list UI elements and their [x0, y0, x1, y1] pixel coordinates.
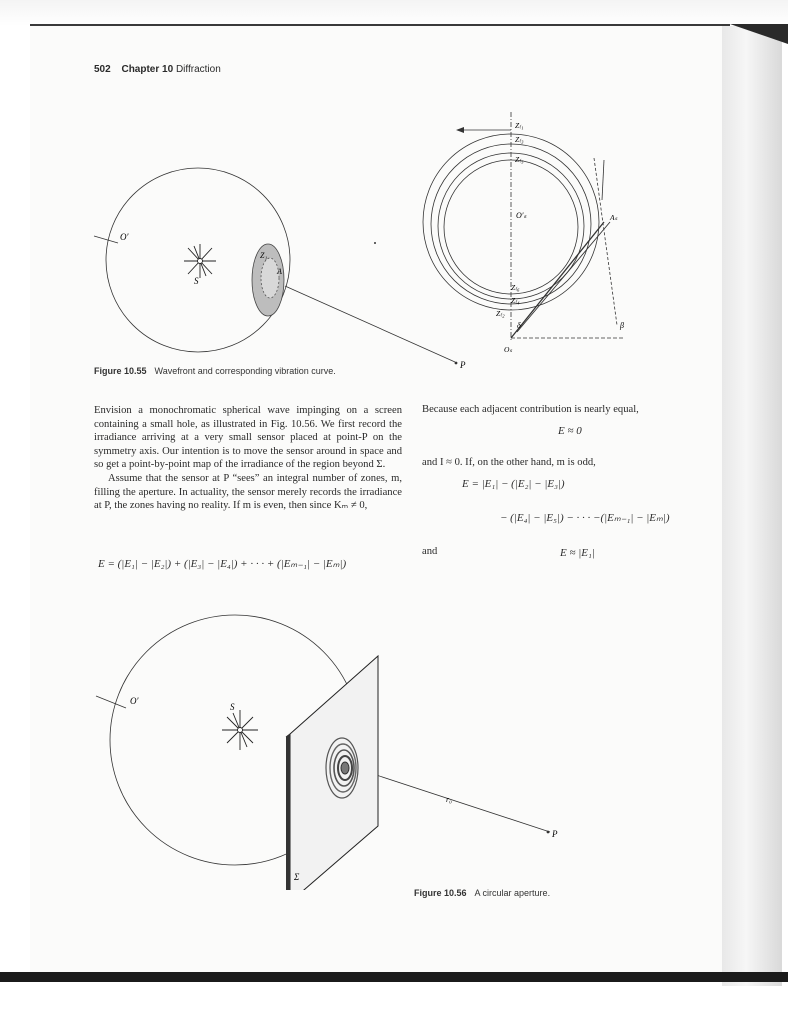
axis-left-56 — [96, 696, 126, 708]
label-as: Aₛ — [610, 213, 618, 222]
chapter-label: Chapter 10 — [121, 64, 174, 75]
label-o-prime-56: O′ — [130, 696, 139, 706]
top-edge-line — [30, 24, 730, 26]
label-zs4: Z₍₄ — [511, 296, 520, 305]
label-zs2: Z₍₂ — [496, 309, 505, 318]
figure-10-56 — [90, 600, 590, 890]
label-zs6: Z₍₆ — [511, 283, 520, 292]
label-zs1: Z₍₁ — [515, 121, 524, 130]
label-zs3: Z₍₃ — [515, 135, 524, 144]
left-column-text — [94, 404, 402, 513]
label-delta: δ — [517, 321, 521, 330]
figure-10-55 — [90, 100, 730, 370]
equation-odd-1: E = |E₁| − (|E₂| − |E₃|) — [462, 478, 565, 490]
label-sigma: Σ — [294, 872, 300, 882]
caption-text: A circular aperture. — [474, 888, 551, 898]
scan-top-margin — [0, 0, 788, 26]
label-p: P — [460, 360, 466, 370]
running-header — [94, 64, 221, 75]
book-spine-shadow — [722, 26, 782, 986]
label-beta: β — [620, 321, 624, 330]
label-os: Oₛ — [504, 345, 513, 354]
bottom-scan-edge — [0, 972, 788, 982]
point-p-56 — [547, 831, 550, 834]
resultant-phasor — [511, 222, 604, 338]
axis-ray-56 — [355, 768, 550, 832]
label-s-56: S — [230, 702, 235, 712]
label-p-56: P — [552, 829, 558, 839]
right-line-1: Because each adjacent contribution is nearly equal, — [422, 404, 639, 415]
label-s: S — [194, 276, 199, 286]
figure-label: Figure 10.56 — [414, 888, 467, 898]
paragraph-2: Assume that the sensor at P “sees” an integral number of zones, m, filling the aperture. In actuality, the sensor merely records the irradiance at P, the zones having no reality. If m is even, then since Kₘ ≠ 0, — [94, 472, 402, 512]
figure-label: Figure 10.55 — [94, 366, 147, 376]
equation-final: E ≈ |E₁| — [560, 547, 595, 559]
label-o-prime: O′ — [120, 232, 129, 242]
point-source-star — [184, 244, 216, 278]
equation-odd-2: − (|E₄| − |E₅|) − · · · −(|Eₘ₋₁| − |Eₘ|) — [500, 512, 670, 524]
right-line-2: and I ≈ 0. If, on the other hand, m is odd, — [422, 457, 596, 468]
equation-even: E = (|E₁| − |E₂|) + (|E₃| − |E₄|) + · · · + (|Eₘ₋₁| − |Eₘ|) — [98, 558, 347, 570]
label-os-prime: O′ₛ — [516, 211, 527, 220]
axis-ray — [285, 286, 455, 362]
tangent-line — [594, 158, 617, 325]
page-number: 502 — [94, 64, 111, 75]
paragraph-1: Envision a monochromatic spherical wave impinging on a screen containing a small hole, as illustrated in Fig. 10.56. We first record the irradiance arriving at a very small sensor placed at point-P on the symmetry axis. Our intention is to move the sensor around in space and so get a point-by-point map of the irradiance of the region beyond Σ. — [94, 405, 402, 471]
figure-10-55-caption — [94, 366, 336, 376]
point-p — [455, 362, 458, 365]
label-r0: r₀ — [446, 795, 452, 804]
figure-10-56-caption — [414, 888, 550, 898]
caption-text: Wavefront and corresponding vibration curve. — [154, 366, 336, 376]
axis-left — [94, 236, 118, 243]
and-word: and — [422, 546, 438, 557]
chapter-title: Diffraction — [175, 64, 221, 75]
label-zs5: Z₍₅ — [515, 155, 524, 164]
label-a: A — [277, 267, 282, 276]
label-z1: Z₁ — [260, 251, 268, 260]
equation-zero: E ≈ 0 — [558, 425, 582, 437]
point-source-star-56 — [222, 710, 258, 750]
